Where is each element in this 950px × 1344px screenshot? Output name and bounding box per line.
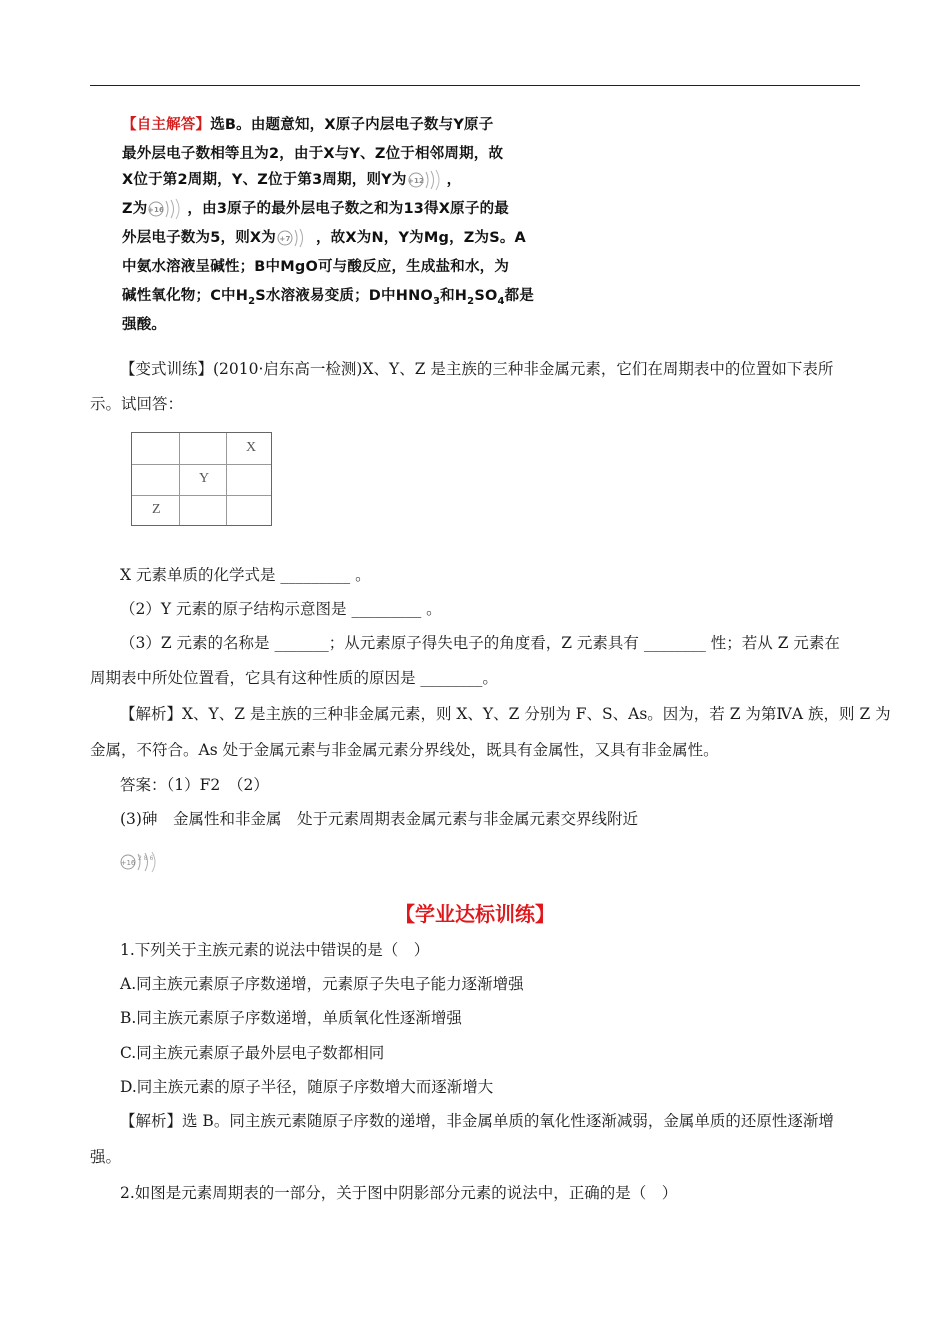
option-d: D.同主族元素的原子半径，随原子序数增大而逐渐增大 bbox=[120, 1078, 494, 1096]
header-rule bbox=[90, 85, 860, 86]
answer-line-3 bbox=[122, 168, 522, 191]
question-1: X 元素单质的化学式是 _________ 。 bbox=[120, 566, 371, 584]
answer-line-7-c: 和H bbox=[440, 288, 468, 304]
variant-intro-line-2: 示。试回答： bbox=[90, 395, 184, 413]
option-c: C.同主族元素原子最外层电子数都相同 bbox=[120, 1044, 385, 1062]
answer-line-5-tail: ，故X为N，Y为Mg，Z为S。A bbox=[315, 230, 526, 246]
variant-intro-line-1: 【变式训练】(2010·启东高一检测)X、Y、Z 是主族的三种非金属元素，它们在周期表中的位置如下表所 bbox=[120, 360, 834, 378]
answer-text: 选B。由题意知，X原子内层电子数与Y原子 bbox=[210, 117, 494, 133]
question-2: （2）Y 元素的原子结构示意图是 _________ 。 bbox=[120, 600, 442, 618]
s-atom-structure-diagram bbox=[119, 850, 167, 874]
analysis-line-2: 金属，不符合。As 处于金属元素与非金属元素分界线处，既具有金属性，又具有非金属性。 bbox=[90, 741, 719, 759]
answer-line-7-sub3: 2 bbox=[467, 295, 475, 307]
practice-analysis-line-2: 强。 bbox=[90, 1148, 122, 1166]
practice-question-2: 2.如图是元素周期表的一部分，关于图中阴影部分元素的说法中，正确的是（ ） bbox=[120, 1184, 678, 1202]
section-title: 【学业达标训练】 bbox=[395, 902, 555, 926]
s-atom-core: +16 bbox=[148, 206, 165, 214]
answer-line-3-tail: ， bbox=[446, 172, 462, 188]
table-cell-y: Y bbox=[199, 471, 210, 486]
answer-line-5-text: 外层电子数为5，则X为 bbox=[122, 230, 276, 246]
table-cell-x: X bbox=[246, 440, 257, 455]
answer-line-2: 最外层电子数相等且为2，由于X与Y、Z位于相邻周期，故 bbox=[122, 146, 504, 162]
practice-analysis-line-1: 【解析】选 B。同主族元素随原子序数的递增，非金属单质的氧化性逐渐减弱，金属单质的还原性逐渐增 bbox=[120, 1112, 834, 1130]
option-b: B.同主族元素原子序数递增，单质氧化性逐渐增强 bbox=[120, 1009, 462, 1027]
answer-line-7-sub4: 4 bbox=[497, 295, 505, 307]
answer-line-8: 强酸。 bbox=[122, 317, 167, 333]
question-3-line-2: 周期表中所处位置看，它具有这种性质的原因是 ________。 bbox=[90, 669, 498, 687]
answer-line-6: 中氨水溶液呈碱性；B中MgO可与酸反应，生成盐和水，为 bbox=[122, 259, 510, 275]
answer-line-1 bbox=[122, 113, 522, 134]
answer-line-7-sub1: 2 bbox=[248, 295, 256, 307]
answer-line-7-d: SO bbox=[474, 288, 498, 304]
periodic-table-fragment bbox=[131, 432, 272, 526]
answer-line-7-b: S水溶液易变质；D中HNO bbox=[255, 288, 433, 304]
answer-line-4-text: Z为 bbox=[122, 201, 148, 217]
answer-line-a: 答案：（1）F2 （2） bbox=[120, 776, 269, 794]
answer-line-5 bbox=[122, 226, 526, 249]
mg-atom-diagram bbox=[407, 169, 447, 191]
question-3-line-1: （3）Z 元素的名称是 _______；从元素原子得失电子的角度看，Z 元素具有 ________ 性；若从 Z 元素在 bbox=[120, 634, 840, 652]
table-cell-z: Z bbox=[152, 502, 161, 517]
answer-line-4 bbox=[122, 197, 522, 220]
mg-atom-core: +12 bbox=[407, 177, 424, 185]
answer-line-7-a: 碱性氧化物；C中H bbox=[122, 288, 249, 304]
answer-line-7-e: 都是 bbox=[504, 288, 535, 304]
answer-line-7-sub2: 3 bbox=[432, 295, 441, 307]
n-atom-diagram bbox=[276, 227, 316, 249]
option-a: A.同主族元素原子序数递增，元素原子失电子能力逐渐增强 bbox=[120, 975, 524, 993]
answer-label: 【自主解答】 bbox=[122, 117, 211, 133]
analysis-line-1: 【解析】X、Y、Z 是主族的三种非金属元素，则 X、Y、Z 分别为 F、S、As。因为，若 Z 为第ⅣA 族，则 Z 为 bbox=[120, 705, 891, 723]
answer-line-b: (3)砷 金属性和非金属 处于元素周期表金属元素与非金属元素交界线附近 bbox=[120, 810, 638, 828]
n-atom-core: +7 bbox=[279, 235, 291, 243]
atom-core-label: +16 bbox=[120, 859, 136, 867]
s-atom-diagram bbox=[147, 198, 187, 220]
answer-line-7 bbox=[122, 284, 535, 307]
answer-line-4-tail: ，由3原子的最外层电子数之和为13得X原子的最 bbox=[187, 201, 509, 217]
practice-question-1: 1.下列关于主族元素的说法中错误的是（ ） bbox=[120, 941, 430, 959]
answer-line-3-text: X位于第2周期，Y、Z位于第3周期，则Y为 bbox=[122, 172, 407, 188]
atom-shell-labels: 2 8 6 bbox=[138, 855, 154, 862]
